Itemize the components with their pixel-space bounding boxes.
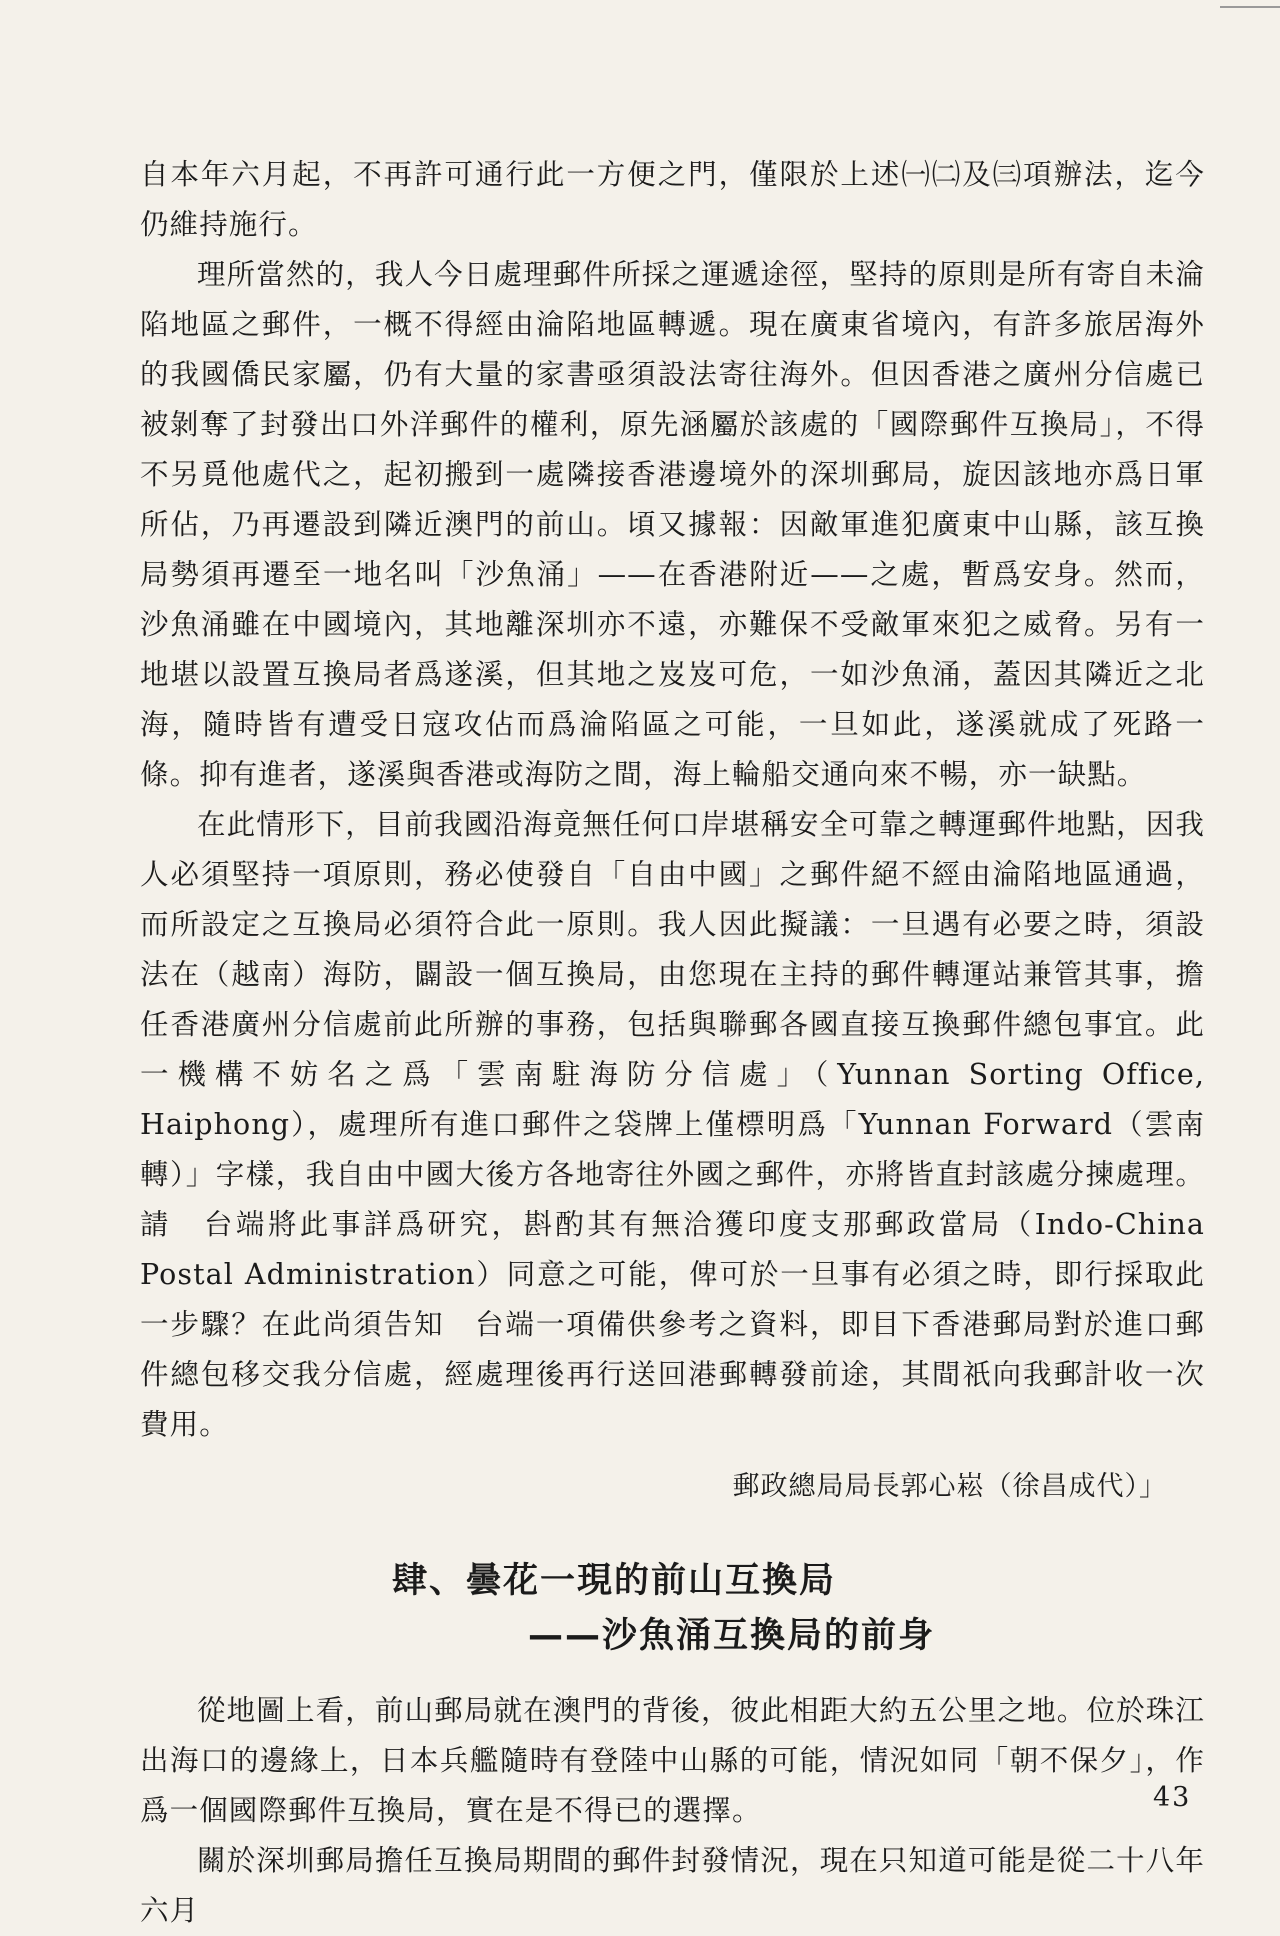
body-text-column xyxy=(140,150,1205,1936)
paragraph-haiphong-proposal: 在此情形下，目前我國沿海竟無任何口岸堪稱安全可靠之轉運郵件地點，因我人必須堅持一項原則，務必使發自「自由中國」之郵件絕不經由淪陷地區通過，而所設定之互換局必須符合此一原則。我人因此擬議：一旦遇有必要之時，須設法在（越南）海防，闢設一個互換局，由您現在主持的郵件轉運站兼管其事，擔任香港廣州分信處前此所辦的事務，包括與聯郵各國直接互換郵件總包事宜。此一機構不妨名之爲「雲南駐海防分信處」（Yunnan Sorting Office, Haiphong），處理所有進口郵件之袋牌上僅標明爲「Yunnan Forward（雲南轉）」字樣，我自由中國大後方各地寄往外國之郵件，亦將皆直封該處分揀處理。請 台端將此事詳爲研究，斟酌其有無洽獲印度支那郵政當局（Indo-China Postal Administration）同意之可能，俾可於一旦事有必須之時，即行採取此一步驟？在此尚須告知 台端一項備供參考之資料，即目下香港郵局對於進口郵件總包移交我分信處，經處理後再行送回港郵轉發前途，其間祇向我郵計收一次費用。 xyxy=(140,808,1205,1441)
paragraph-transit-route: 理所當然的，我人今日處理郵件所採之運遞途徑，堅持的原則是所有寄自未淪陷地區之郵件，一概不得經由淪陷地區轉遞。現在廣東省境內，有許多旅居海外的我國僑民家屬，仍有大量的家書亟須設法寄往海外。但因香港之廣州分信處已被剝奪了封發出口外洋郵件的權利，原先涵屬於該處的「國際郵件互換局」，不得不另覓他處代之，起初搬到一處隣接香港邊境外的深圳郵局，旋因該地亦爲日軍所佔，乃再遷設到隣近澳門的前山。頃又據報：因敵軍進犯廣東中山縣，該互換局勢須再遷至一地名叫「沙魚涌」——在香港附近——之處，暫爲安身。然而，沙魚涌雖在中國境內，其地離深圳亦不遠，亦難保不受敵軍來犯之威脅。另有一地堪以設置互換局者爲遂溪，但其地之岌岌可危，一如沙魚涌，蓋因其隣近之北海，隨時皆有遭受日寇攻佔而爲淪陷區之可能，一旦如此，遂溪就成了死路一條。抑有進者，遂溪與香港或海防之間，海上輪船交通向來不暢，亦一缺點。 xyxy=(140,258,1205,791)
section-heading-title: 肆、曇花一現的前山互換局 xyxy=(392,1561,837,1601)
page-number: 43 xyxy=(1153,1782,1192,1813)
paragraph-qianshan-map: 從地圖上看，前山郵局就在澳門的背後，彼此相距大約五公里之地。位於珠江出海口的邊緣上，日本兵艦隨時有登陸中山縣的可能，情況如同「朝不保夕」，作爲一個國際郵件互換局，實在是不得已的選擇。 xyxy=(140,1694,1205,1827)
paragraph-continuation: 自本年六月起，不再許可通行此一方便之門，僅限於上述㈠㈡及㈢項辦法，迄今仍維持施行。 xyxy=(140,158,1205,241)
section-heading-subtitle: ——沙魚涌互換局的前身 xyxy=(528,1616,936,1656)
letter-signature: 郵政總局局長郭心崧（徐昌成代）」 xyxy=(732,1471,1167,1502)
scan-edge-mark xyxy=(1220,6,1280,8)
section-heading xyxy=(140,1554,1205,1664)
paragraph-shenzhen-exchange: 關於深圳郵局擔任互換局期間的郵件封發情況，現在只知道可能是從二十八年六月 xyxy=(140,1844,1205,1927)
